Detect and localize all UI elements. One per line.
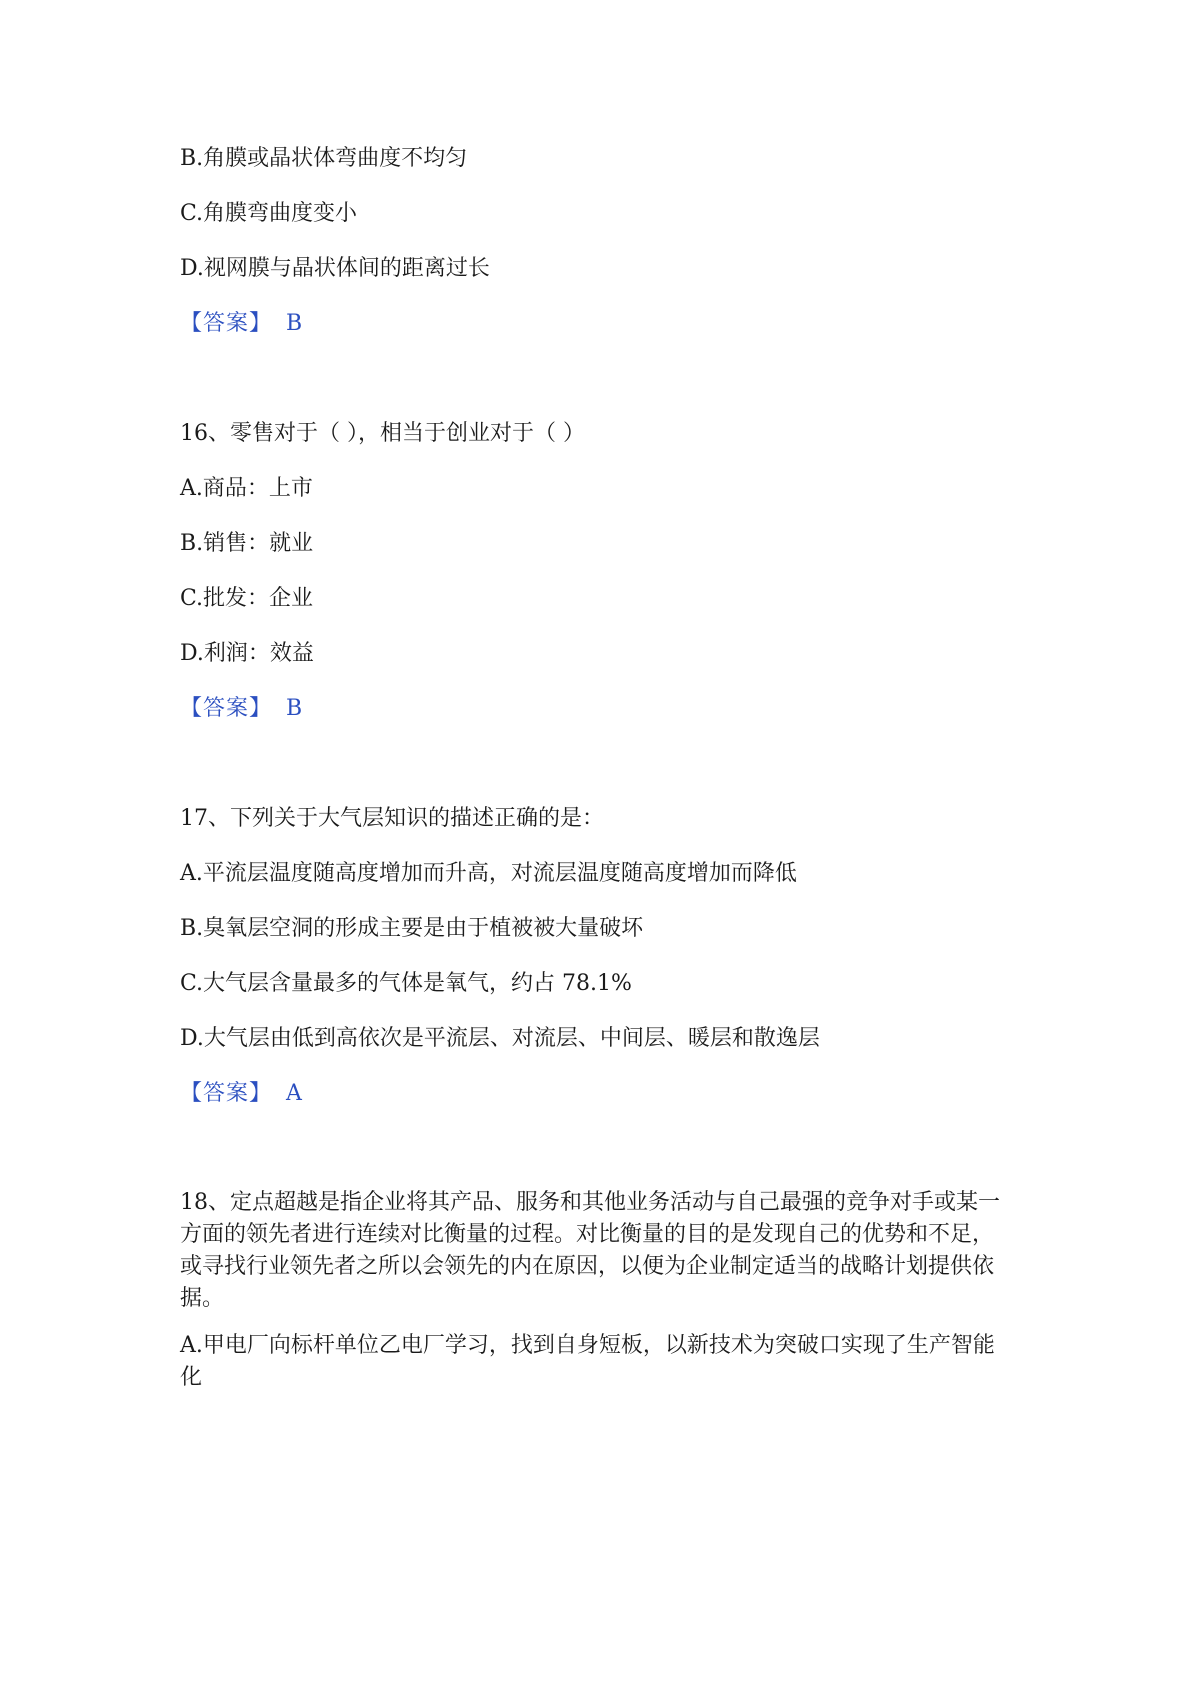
q15-option-d: D.视网膜与晶状体间的距离过长: [180, 256, 490, 281]
q15-answer: [180, 308, 302, 340]
q16-option-b: B.销售：就业: [180, 531, 314, 556]
q16-answer: [180, 693, 302, 725]
q17-option-b: B.臭氧层空洞的形成主要是由于植被被大量破坏: [180, 916, 644, 941]
q15-option-b: B.角膜或晶状体弯曲度不均匀: [180, 146, 468, 171]
q17-stem: 17、下列关于大气层知识的描述正确的是：: [180, 806, 604, 831]
q18-option-a: A.甲电厂向标杆单位乙电厂学习，找到自身短板，以新技术为突破口实现了生产智能化: [180, 1333, 995, 1390]
answer-value: A: [286, 1081, 302, 1106]
q16-option-a: A.商品：上市: [180, 476, 313, 501]
q16-option-c: C.批发：企业: [180, 586, 314, 611]
q17-answer: [180, 1078, 302, 1110]
answer-label: 【答案】: [180, 311, 273, 336]
q18-stem: 18、定点超越是指企业将其产品、服务和其他业务活动与自己最强的竞争对手或某一方面的领先者进行连续对比衡量的过程。对比衡量的目的是发现自己的优势和不足，或寻找行业领先者之所以会领先的内在原因，以便为企业制定适当的战略计划提供依据。: [180, 1190, 1000, 1311]
q16-stem: 16、零售对于（ ），相当于创业对于（ ）: [180, 421, 585, 446]
q15-option-c: C.角膜弯曲度变小: [180, 201, 358, 226]
answer-label: 【答案】: [180, 696, 273, 721]
q16-option-d: D.利润：效益: [180, 641, 314, 666]
answer-label: 【答案】: [180, 1081, 273, 1106]
answer-value: B: [286, 696, 303, 721]
answer-value: B: [286, 311, 303, 336]
q17-option-c: C.大气层含量最多的气体是氧气，约占 78.1%: [180, 971, 632, 996]
q17-option-a: A.平流层温度随高度增加而升高，对流层温度随高度增加而降低: [180, 861, 797, 886]
q17-option-d: D.大气层由低到高依次是平流层、对流层、中间层、暖层和散逸层: [180, 1026, 820, 1051]
